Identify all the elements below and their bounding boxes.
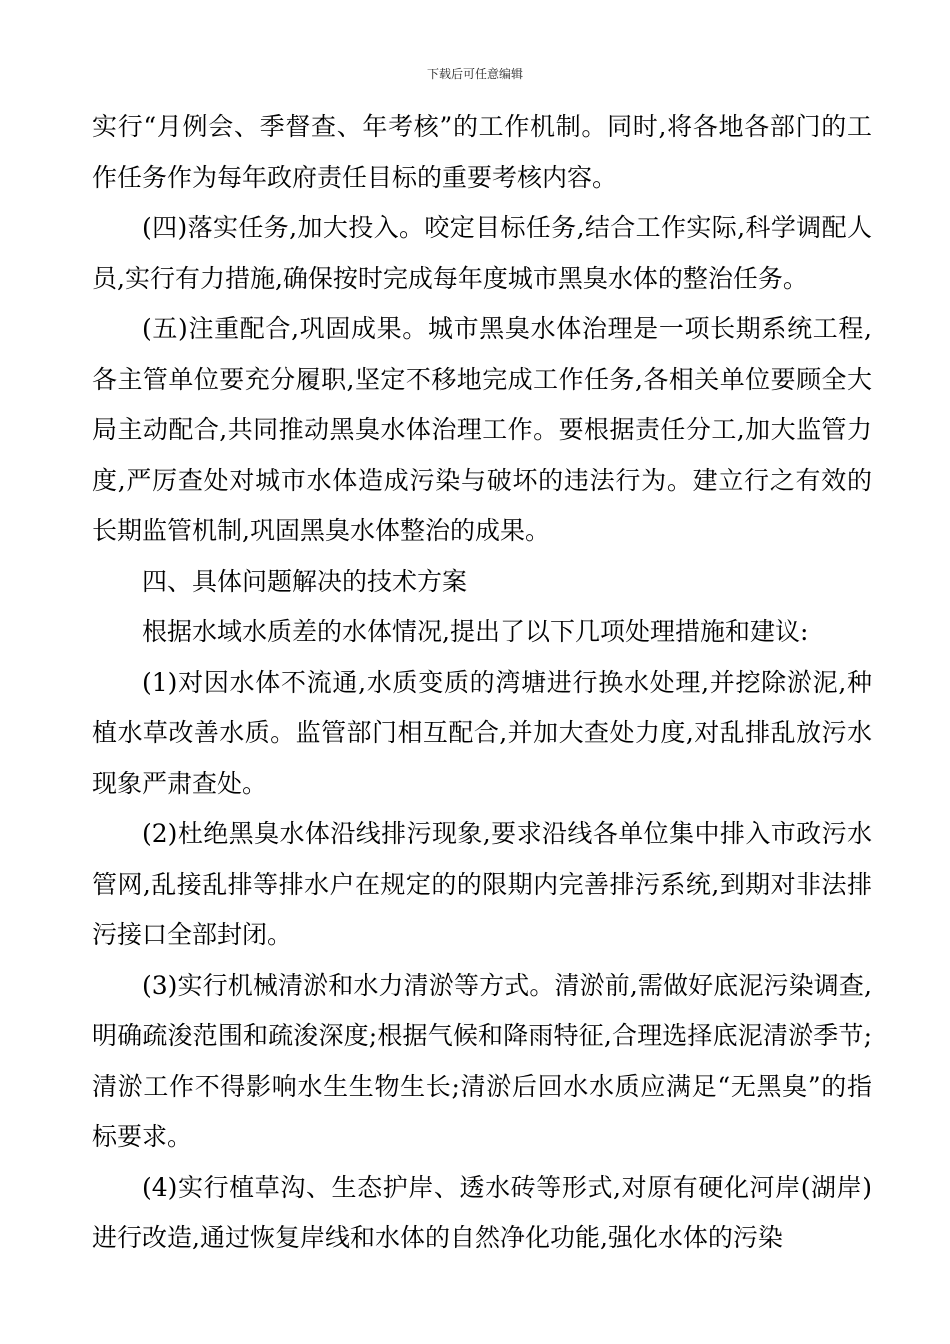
list-item: (4)实行植草沟、生态护岸、透水砖等形式,对原有硬化河岸(湖岸)进行改造,通过恢复岸线和水体的自然净化功能,强化水体的污染 <box>92 1172 872 1252</box>
list-item: (1)对因水体不流通,水质变质的湾塘进行换水处理,并挖除淤泥,种植水草改善水质。监管部门相互配合,并加大查处力度,对乱排乱放污水现象严肃查处。 <box>92 667 872 798</box>
list-item: (3)实行机械清淤和水力清淤等方式。清淤前,需做好底泥污染调查,明确疏浚范围和疏浚深度;根据气候和降雨特征,合理选择底泥清淤季节;清淤工作不得影响水生生物生长;清淤后回水水质应满足“无黑臭”的指标要求。 <box>92 970 872 1151</box>
document-body <box>92 102 872 1264</box>
section-heading: 四、具体问题解决的技术方案 <box>142 566 468 596</box>
paragraph: (四)落实任务,加大投入。咬定目标任务,结合工作实际,科学调配人员,实行有力措施,确保按时完成每年度城市黑臭水体的整治任务。 <box>92 213 872 293</box>
paragraph: (五)注重配合,巩固成果。城市黑臭水体治理是一项长期系统工程,各主管单位要充分履职,坚定不移地完成工作任务,各相关单位要顾全大局主动配合,共同推动黑臭水体治理工作。要根据责任分工,加大监管力度,严厉查处对城市水体造成污染与破坏的违法行为。建立行之有效的长期监管机制,巩固黑臭水体整治的成果。 <box>92 314 872 545</box>
page-header: 下载后可任意编辑 <box>426 67 523 81</box>
paragraph: 实行“月例会、季督查、年考核”的工作机制。同时,将各地各部门的工作任务作为每年政府责任目标的重要考核内容。 <box>92 112 872 192</box>
paragraph: 根据水域水质差的水体情况,提出了以下几项处理措施和建议: <box>142 617 809 646</box>
list-item: (2)杜绝黑臭水体沿线排污现象,要求沿线各单位集中排入市政污水管网,乱接乱排等排水户在规定的的限期内完善排污系统,到期对非法排污接口全部封闭。 <box>92 819 872 949</box>
